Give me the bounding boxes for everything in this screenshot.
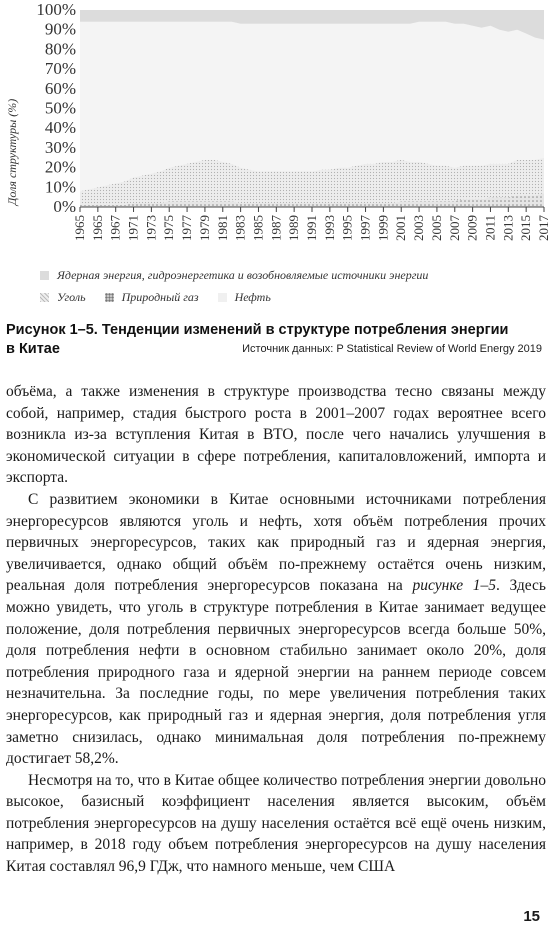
y-tick-label: 40%	[44, 118, 76, 138]
y-tick-label: 90%	[44, 19, 76, 39]
figure-reference: рисунке 1–5	[412, 577, 496, 595]
x-tick-label: 2013	[500, 215, 516, 241]
x-tick-label: 1977	[179, 215, 195, 241]
page-number: 15	[523, 908, 540, 925]
x-tick-label: 1989	[286, 215, 302, 241]
figure-caption: Рисунок 1–5. Тенденции изменений в структуре потребления энергии	[6, 322, 509, 338]
y-tick-label: 80%	[44, 39, 76, 59]
paragraph-1: объёма, а также изменения в структуре производства тесно связаны между собой, например, стадия быстрого роста в 2001–2007 годах вероятнее всего возникла из-за вступления Китая в ВТО, после чего начались улучшения в экономической ситуации в сфере потребления, капиталовложений, импорта и экспорта.	[6, 383, 546, 487]
figure-source: Источник данных: P Statistical Review of World Energy 2019	[242, 343, 542, 355]
x-tick-label: 1997	[357, 215, 373, 241]
x-tick-label: 2001	[393, 215, 409, 241]
x-tick-label: 1983	[232, 215, 248, 241]
x-tick-label: 2011	[482, 215, 498, 241]
x-tick-label: 1985	[250, 215, 266, 241]
legend-row-2	[40, 290, 287, 305]
y-tick-label: 50%	[44, 98, 76, 118]
legend-swatch-oil	[218, 293, 227, 302]
legend-label-oil: Нефть	[234, 290, 271, 304]
body-text	[6, 381, 546, 878]
x-tick-label: 1999	[375, 215, 391, 241]
x-tick-label: 1965	[72, 215, 87, 241]
x-tick-label: 1987	[268, 215, 284, 241]
x-tick-label: 1975	[161, 215, 177, 241]
x-tick-label: 1967	[107, 215, 123, 241]
x-tick-label: 1991	[304, 215, 319, 241]
legend-swatch-coal	[40, 293, 49, 302]
y-tick-label: 70%	[44, 59, 76, 79]
y-tick-label: 30%	[44, 137, 76, 157]
x-tick-label: 2009	[464, 215, 480, 241]
x-tick-label: 2005	[428, 215, 444, 241]
x-tick-label: 1971	[125, 215, 141, 241]
legend-swatch-nuclear	[40, 271, 49, 280]
x-tick-label: 1973	[143, 215, 159, 241]
legend-row-1	[40, 268, 428, 283]
legend-label-coal: Уголь	[57, 290, 86, 304]
y-tick-label: 60%	[44, 78, 76, 98]
legend-label-gas: Природный газ	[121, 290, 199, 304]
y-tick-label: 100%	[36, 0, 76, 19]
x-tick-label: 2017	[536, 215, 551, 241]
y-tick-label: 20%	[44, 157, 76, 177]
x-tick-label: 1993	[321, 215, 337, 241]
x-tick-label: 2003	[411, 215, 427, 241]
y-tick-label: 10%	[44, 177, 76, 197]
x-tick-label: 2015	[518, 215, 534, 241]
paragraph-2: С развитием экономики в Китае основными источниками потребления энергоресурсов являются уголь и нефть, хотя объём потребления прочих первичных энергоресурсов, таких как природный газ и ядерная энергия, увеличивается, однако общий объём по-прежнему остаётся очень низким, реальная доля потребления энергоресурсов показана на рисунке 1–5. Здесь можно увидеть, что уголь в структуре потребления в Китае занимает ведущее положение, доля потребления первичных энергоресурсов всегда больше 50%, доля потребления нефти в основном стабильно занимает около 20%, доля потребления природного газа и ядерной энергии на раннем периоде совсем незначительна. За последние годы, по мере увеличения потребления таких энергоресурсов, как природный газ и ядерная энергия, доля потребления угля заметно снизилась, однако минимальная доля потребления по-прежнему достигает 58,2%.	[6, 490, 546, 768]
x-tick-label: 1981	[214, 215, 230, 241]
y-tick-label: 0%	[53, 197, 76, 216]
paragraph-3: Несмотря на то, что в Китае общее количество потребления энергии довольно высокое, базисный коэффициент населения является высоким, объём потребления энергоресурсов на душу населения остаётся всё ещё очень низким, например, в 2018 году объем потребления энергоресурсов на душу населения Китая составлял 96,9 ГДж, что намного меньше, чем США	[6, 771, 546, 876]
x-tick-label: 2007	[446, 215, 462, 241]
x-tick-label: 1995	[339, 215, 355, 241]
legend-swatch-gas	[105, 293, 114, 302]
legend-label-nuclear: Ядерная энергия, гидроэнергетика и возобновляемые источники энергии	[57, 268, 429, 282]
y-axis-label: Доля структуры (%)	[5, 98, 19, 206]
figure-caption-line-2: в Китае	[6, 341, 60, 357]
x-tick-label: 1979	[196, 215, 212, 241]
x-tick-label: 1965	[89, 215, 105, 241]
energy-structure-chart	[0, 0, 552, 262]
